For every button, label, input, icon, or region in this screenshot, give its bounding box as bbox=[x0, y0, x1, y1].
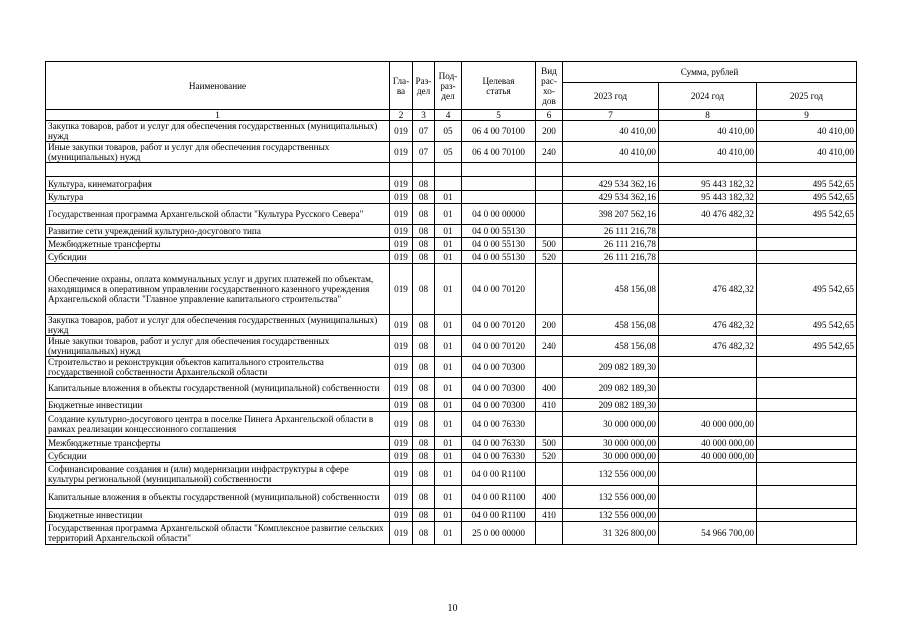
row-name: Развитие сети учреждений культурно-досугового типа bbox=[46, 225, 390, 238]
header-vid: Вид рас- хо- дов bbox=[536, 62, 563, 110]
row-sum-2023: 209 082 189,30 bbox=[563, 399, 659, 412]
row-tselevaya: 04 0 00 76330 bbox=[462, 437, 536, 450]
row-sum-2024: 54 966 700,00 bbox=[659, 522, 757, 545]
row-sum-2024 bbox=[659, 163, 757, 177]
row-sum-2023: 458 156,08 bbox=[563, 336, 659, 357]
row-vid: 520 bbox=[536, 251, 563, 264]
row-sum-2024 bbox=[659, 251, 757, 264]
table-row bbox=[46, 264, 857, 315]
row-sum-2025: 495 542,65 bbox=[757, 315, 857, 336]
header-glava: Гла- ва bbox=[390, 62, 413, 110]
row-podrazdel: 01 bbox=[435, 399, 462, 412]
row-sum-2023: 429 534 362,16 bbox=[563, 177, 659, 191]
row-name: Создание культурно-досугового центра в поселке Пинега Архангельской области в рамках реализации концессионного соглашения bbox=[46, 412, 390, 437]
column-number: 9 bbox=[757, 110, 857, 121]
row-glava: 019 bbox=[390, 315, 413, 336]
row-podrazdel: 01 bbox=[435, 357, 462, 378]
row-sum-2024 bbox=[659, 463, 757, 486]
header-name: Наименование bbox=[46, 62, 390, 110]
row-sum-2024 bbox=[659, 399, 757, 412]
row-tselevaya: 04 0 00 R1100 bbox=[462, 463, 536, 486]
row-sum-2023: 40 410,00 bbox=[563, 142, 659, 163]
row-sum-2025 bbox=[757, 238, 857, 251]
row-tselevaya: 04 0 00 70120 bbox=[462, 336, 536, 357]
row-vid bbox=[536, 177, 563, 191]
header-2025: 2025 год bbox=[757, 83, 857, 110]
row-razdel: 08 bbox=[413, 264, 435, 315]
row-name: Иные закупки товаров, работ и услуг для обеспечения государственных (муниципальных) нужд bbox=[46, 142, 390, 163]
table-row bbox=[46, 450, 857, 463]
row-sum-2024: 40 410,00 bbox=[659, 121, 757, 142]
row-sum-2025 bbox=[757, 522, 857, 545]
budget-table bbox=[45, 61, 857, 545]
row-vid bbox=[536, 204, 563, 225]
row-vid: 240 bbox=[536, 142, 563, 163]
row-podrazdel: 01 bbox=[435, 412, 462, 437]
row-sum-2023: 132 556 000,00 bbox=[563, 486, 659, 509]
row-podrazdel: 05 bbox=[435, 142, 462, 163]
row-razdel: 08 bbox=[413, 463, 435, 486]
row-razdel: 08 bbox=[413, 204, 435, 225]
row-vid: 200 bbox=[536, 315, 563, 336]
row-glava: 019 bbox=[390, 142, 413, 163]
row-sum-2024: 40 000 000,00 bbox=[659, 450, 757, 463]
header-razdel: Раз- дел bbox=[413, 62, 435, 110]
column-number: 3 bbox=[413, 110, 435, 121]
row-sum-2025 bbox=[757, 450, 857, 463]
row-sum-2024 bbox=[659, 509, 757, 522]
row-sum-2024 bbox=[659, 225, 757, 238]
row-glava: 019 bbox=[390, 437, 413, 450]
row-glava: 019 bbox=[390, 378, 413, 399]
row-name: Межбюджетные трансферты bbox=[46, 437, 390, 450]
row-podrazdel: 01 bbox=[435, 450, 462, 463]
row-tselevaya: 04 0 00 70120 bbox=[462, 315, 536, 336]
table-row bbox=[46, 315, 857, 336]
row-sum-2025: 495 542,65 bbox=[757, 204, 857, 225]
row-sum-2024: 476 482,32 bbox=[659, 336, 757, 357]
row-razdel: 08 bbox=[413, 315, 435, 336]
row-name: Капитальные вложения в объекты государственной (муниципальной) собственности bbox=[46, 378, 390, 399]
row-glava: 019 bbox=[390, 509, 413, 522]
row-sum-2023: 31 326 800,00 bbox=[563, 522, 659, 545]
table-row bbox=[46, 142, 857, 163]
row-sum-2023: 209 082 189,30 bbox=[563, 378, 659, 399]
row-tselevaya: 04 0 00 76330 bbox=[462, 450, 536, 463]
row-sum-2024 bbox=[659, 357, 757, 378]
row-sum-2024 bbox=[659, 486, 757, 509]
row-sum-2025 bbox=[757, 378, 857, 399]
row-sum-2024: 95 443 182,32 bbox=[659, 191, 757, 204]
row-podrazdel: 01 bbox=[435, 486, 462, 509]
row-name: Капитальные вложения в объекты государственной (муниципальной) собственности bbox=[46, 486, 390, 509]
row-razdel: 07 bbox=[413, 121, 435, 142]
row-razdel: 08 bbox=[413, 399, 435, 412]
row-podrazdel: 05 bbox=[435, 121, 462, 142]
row-glava: 019 bbox=[390, 264, 413, 315]
row-podrazdel: 01 bbox=[435, 437, 462, 450]
row-vid bbox=[536, 463, 563, 486]
column-number: 8 bbox=[659, 110, 757, 121]
row-tselevaya bbox=[462, 177, 536, 191]
row-glava: 019 bbox=[390, 191, 413, 204]
row-sum-2023: 398 207 562,16 bbox=[563, 204, 659, 225]
row-razdel: 08 bbox=[413, 225, 435, 238]
row-glava: 019 bbox=[390, 336, 413, 357]
row-sum-2024: 40 410,00 bbox=[659, 142, 757, 163]
row-vid: 500 bbox=[536, 238, 563, 251]
row-sum-2024: 40 000 000,00 bbox=[659, 412, 757, 437]
row-glava: 019 bbox=[390, 177, 413, 191]
row-name: Государственная программа Архангельской области "Комплексное развитие сельских территорий Архангельской области" bbox=[46, 522, 390, 545]
table-row bbox=[46, 191, 857, 204]
row-name: Субсидии bbox=[46, 450, 390, 463]
row-glava: 019 bbox=[390, 522, 413, 545]
row-podrazdel bbox=[435, 163, 462, 177]
row-sum-2023 bbox=[563, 163, 659, 177]
row-razdel: 08 bbox=[413, 486, 435, 509]
row-name: Государственная программа Архангельской области "Культура Русского Севера" bbox=[46, 204, 390, 225]
column-number: 7 bbox=[563, 110, 659, 121]
table-row bbox=[46, 437, 857, 450]
row-sum-2025 bbox=[757, 251, 857, 264]
row-tselevaya: 06 4 00 70100 bbox=[462, 142, 536, 163]
row-razdel: 08 bbox=[413, 437, 435, 450]
row-sum-2023: 26 111 216,78 bbox=[563, 225, 659, 238]
row-glava: 019 bbox=[390, 238, 413, 251]
row-tselevaya: 04 0 00 70300 bbox=[462, 399, 536, 412]
row-sum-2023: 26 111 216,78 bbox=[563, 238, 659, 251]
column-number: 1 bbox=[46, 110, 390, 121]
row-sum-2025: 495 542,65 bbox=[757, 177, 857, 191]
row-razdel: 08 bbox=[413, 522, 435, 545]
row-glava bbox=[390, 163, 413, 177]
row-glava: 019 bbox=[390, 121, 413, 142]
row-sum-2023: 26 111 216,78 bbox=[563, 251, 659, 264]
row-sum-2023: 132 556 000,00 bbox=[563, 463, 659, 486]
row-vid: 400 bbox=[536, 486, 563, 509]
table-row bbox=[46, 486, 857, 509]
row-tselevaya: 04 0 00 55130 bbox=[462, 251, 536, 264]
row-tselevaya: 04 0 00 70120 bbox=[462, 264, 536, 315]
header-tselevaya: Целевая статья bbox=[462, 62, 536, 110]
row-name: Строительство и реконструкция объектов капитального строительства государственной собственности Архангельской области bbox=[46, 357, 390, 378]
row-sum-2023: 458 156,08 bbox=[563, 264, 659, 315]
row-razdel: 08 bbox=[413, 378, 435, 399]
row-podrazdel: 01 bbox=[435, 378, 462, 399]
row-glava: 019 bbox=[390, 204, 413, 225]
column-number-row bbox=[46, 110, 857, 121]
column-number: 4 bbox=[435, 110, 462, 121]
row-sum-2024: 476 482,32 bbox=[659, 315, 757, 336]
row-podrazdel: 01 bbox=[435, 251, 462, 264]
row-sum-2024: 476 482,32 bbox=[659, 264, 757, 315]
row-glava: 019 bbox=[390, 450, 413, 463]
row-sum-2025 bbox=[757, 463, 857, 486]
row-sum-2025 bbox=[757, 486, 857, 509]
row-vid bbox=[536, 225, 563, 238]
row-glava: 019 bbox=[390, 225, 413, 238]
header-podrazdel: Под- раз- дел bbox=[435, 62, 462, 110]
table-row bbox=[46, 177, 857, 191]
column-number: 6 bbox=[536, 110, 563, 121]
row-sum-2023: 30 000 000,00 bbox=[563, 437, 659, 450]
row-name: Софинансирование создания и (или) модернизации инфраструктуры в сфере культуры региональной (муниципальной) собственности bbox=[46, 463, 390, 486]
row-podrazdel: 01 bbox=[435, 225, 462, 238]
row-sum-2024 bbox=[659, 238, 757, 251]
row-tselevaya: 04 0 00 00000 bbox=[462, 204, 536, 225]
row-razdel: 08 bbox=[413, 509, 435, 522]
table-row bbox=[46, 163, 857, 177]
row-name: Культура bbox=[46, 191, 390, 204]
row-sum-2024: 95 443 182,32 bbox=[659, 177, 757, 191]
table-row bbox=[46, 204, 857, 225]
row-razdel bbox=[413, 163, 435, 177]
column-number: 2 bbox=[390, 110, 413, 121]
row-podrazdel: 01 bbox=[435, 509, 462, 522]
row-sum-2023: 429 534 362,16 bbox=[563, 191, 659, 204]
table-row bbox=[46, 225, 857, 238]
row-razdel: 08 bbox=[413, 238, 435, 251]
header-2023: 2023 год bbox=[563, 83, 659, 110]
row-tselevaya: 04 0 00 55130 bbox=[462, 225, 536, 238]
row-vid: 410 bbox=[536, 509, 563, 522]
row-vid bbox=[536, 191, 563, 204]
row-sum-2025: 495 542,65 bbox=[757, 191, 857, 204]
row-razdel: 07 bbox=[413, 142, 435, 163]
row-vid bbox=[536, 357, 563, 378]
row-razdel: 08 bbox=[413, 412, 435, 437]
row-vid: 400 bbox=[536, 378, 563, 399]
row-sum-2025 bbox=[757, 399, 857, 412]
row-glava: 019 bbox=[390, 486, 413, 509]
row-tselevaya: 04 0 00 55130 bbox=[462, 238, 536, 251]
row-vid bbox=[536, 412, 563, 437]
row-vid bbox=[536, 522, 563, 545]
table-row bbox=[46, 336, 857, 357]
table-row bbox=[46, 463, 857, 486]
row-sum-2023: 30 000 000,00 bbox=[563, 412, 659, 437]
row-razdel: 08 bbox=[413, 191, 435, 204]
row-podrazdel: 01 bbox=[435, 264, 462, 315]
row-sum-2025 bbox=[757, 412, 857, 437]
table-row bbox=[46, 251, 857, 264]
table-row bbox=[46, 522, 857, 545]
row-razdel: 08 bbox=[413, 336, 435, 357]
row-vid: 410 bbox=[536, 399, 563, 412]
row-glava: 019 bbox=[390, 251, 413, 264]
row-sum-2023: 40 410,00 bbox=[563, 121, 659, 142]
column-number: 5 bbox=[462, 110, 536, 121]
table-row bbox=[46, 378, 857, 399]
table-row bbox=[46, 509, 857, 522]
row-tselevaya bbox=[462, 163, 536, 177]
row-sum-2024: 40 000 000,00 bbox=[659, 437, 757, 450]
row-glava: 019 bbox=[390, 463, 413, 486]
row-name: Закупка товаров, работ и услуг для обеспечения государственных (муниципальных) нужд bbox=[46, 315, 390, 336]
row-name: Бюджетные инвестиции bbox=[46, 399, 390, 412]
row-name bbox=[46, 163, 390, 177]
row-sum-2025 bbox=[757, 163, 857, 177]
row-sum-2025 bbox=[757, 357, 857, 378]
row-razdel: 08 bbox=[413, 450, 435, 463]
row-sum-2023: 209 082 189,30 bbox=[563, 357, 659, 378]
table-row bbox=[46, 412, 857, 437]
row-sum-2023: 132 556 000,00 bbox=[563, 509, 659, 522]
row-podrazdel: 01 bbox=[435, 463, 462, 486]
row-vid bbox=[536, 163, 563, 177]
row-glava: 019 bbox=[390, 412, 413, 437]
row-sum-2024: 40 476 482,32 bbox=[659, 204, 757, 225]
row-sum-2025: 495 542,65 bbox=[757, 336, 857, 357]
row-glava: 019 bbox=[390, 357, 413, 378]
row-sum-2025 bbox=[757, 437, 857, 450]
row-sum-2024 bbox=[659, 378, 757, 399]
row-name: Бюджетные инвестиции bbox=[46, 509, 390, 522]
row-tselevaya: 06 4 00 70100 bbox=[462, 121, 536, 142]
table-row bbox=[46, 121, 857, 142]
row-podrazdel bbox=[435, 177, 462, 191]
row-name: Межбюджетные трансферты bbox=[46, 238, 390, 251]
row-tselevaya: 25 0 00 00000 bbox=[462, 522, 536, 545]
row-vid: 240 bbox=[536, 336, 563, 357]
row-tselevaya: 04 0 00 76330 bbox=[462, 412, 536, 437]
table-row bbox=[46, 357, 857, 378]
table-row bbox=[46, 238, 857, 251]
row-tselevaya: 04 0 00 R1100 bbox=[462, 486, 536, 509]
row-tselevaya bbox=[462, 191, 536, 204]
row-vid: 500 bbox=[536, 437, 563, 450]
row-sum-2025 bbox=[757, 509, 857, 522]
row-tselevaya: 04 0 00 70300 bbox=[462, 357, 536, 378]
row-glava: 019 bbox=[390, 399, 413, 412]
row-razdel: 08 bbox=[413, 357, 435, 378]
row-name: Субсидии bbox=[46, 251, 390, 264]
header-row-top bbox=[46, 62, 857, 83]
row-podrazdel: 01 bbox=[435, 204, 462, 225]
row-podrazdel: 01 bbox=[435, 238, 462, 251]
row-tselevaya: 04 0 00 70300 bbox=[462, 378, 536, 399]
row-sum-2023: 458 156,08 bbox=[563, 315, 659, 336]
row-sum-2025: 495 542,65 bbox=[757, 264, 857, 315]
row-sum-2025: 40 410,00 bbox=[757, 142, 857, 163]
row-sum-2025 bbox=[757, 225, 857, 238]
row-podrazdel: 01 bbox=[435, 336, 462, 357]
header-summa: Сумма, рублей bbox=[563, 62, 857, 83]
row-podrazdel: 01 bbox=[435, 315, 462, 336]
row-sum-2023: 30 000 000,00 bbox=[563, 450, 659, 463]
row-vid: 200 bbox=[536, 121, 563, 142]
row-vid: 520 bbox=[536, 450, 563, 463]
row-name: Обеспечение охраны, оплата коммунальных услуг и других платежей по объектам, находящимся в оперативном управлении государственного казенного учреждения Архангельской области "Главное управление капитального строительства" bbox=[46, 264, 390, 315]
page-number: 10 bbox=[447, 603, 458, 614]
row-name: Культура, кинематография bbox=[46, 177, 390, 191]
row-name: Закупка товаров, работ и услуг для обеспечения государственных (муниципальных) нужд bbox=[46, 121, 390, 142]
header-2024: 2024 год bbox=[659, 83, 757, 110]
row-name: Иные закупки товаров, работ и услуг для обеспечения государственных (муниципальных) нужд bbox=[46, 336, 390, 357]
row-vid bbox=[536, 264, 563, 315]
row-tselevaya: 04 0 00 R1100 bbox=[462, 509, 536, 522]
row-podrazdel: 01 bbox=[435, 522, 462, 545]
table-body bbox=[46, 110, 857, 545]
row-razdel: 08 bbox=[413, 251, 435, 264]
row-razdel: 08 bbox=[413, 177, 435, 191]
row-podrazdel: 01 bbox=[435, 191, 462, 204]
row-sum-2025: 40 410,00 bbox=[757, 121, 857, 142]
table-row bbox=[46, 399, 857, 412]
